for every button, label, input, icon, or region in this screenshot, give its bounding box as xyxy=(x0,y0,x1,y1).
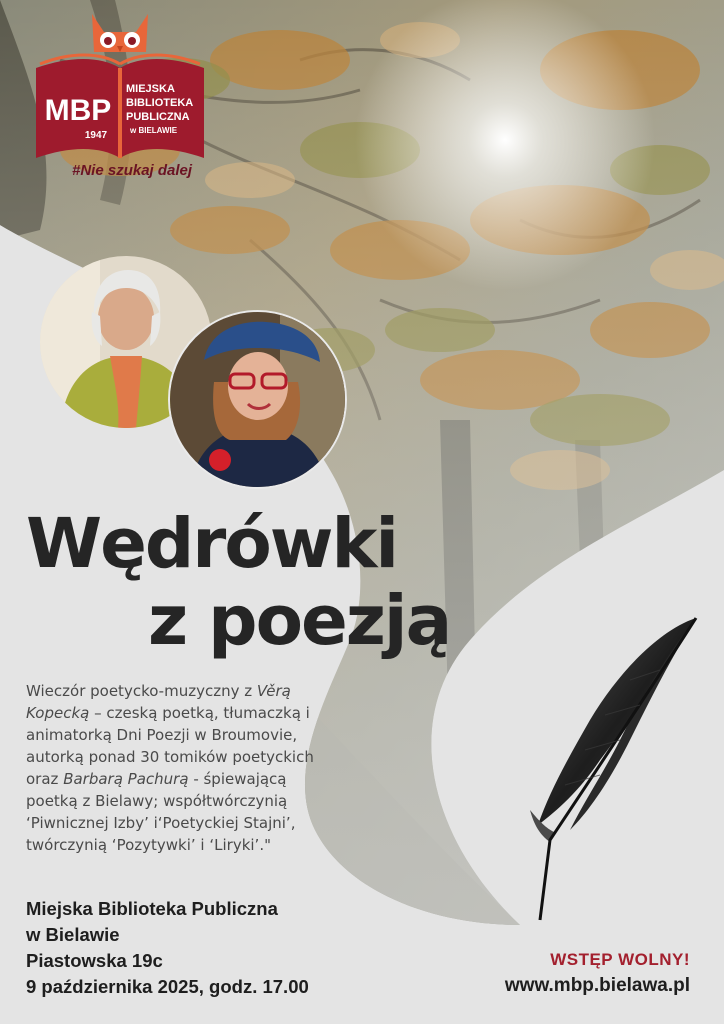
desc-text-3: - śpiewającą poetką z Bielawy; współtwórczynią ‘Piwnicznej Izby’ i‘Poetyckiej Stajni’, twórczynią ‘Pozytywki’ i ‘Liryki’." xyxy=(26,770,296,854)
feather-quill-icon xyxy=(510,610,710,930)
logo-line2: BIBLIOTEKA xyxy=(126,97,194,109)
venue-city: w Bielawie xyxy=(26,924,120,945)
free-entry-label: WSTĘP WOLNY! xyxy=(550,950,690,969)
logo-initials: MBP xyxy=(44,94,112,127)
website-link[interactable]: www.mbp.bielawa.pl xyxy=(504,975,690,996)
venue-name: Miejska Biblioteka Publiczna xyxy=(26,898,278,919)
event-datetime: 9 października 2025, godz. 17.00 xyxy=(26,976,309,997)
title-line-1: Wędrówki xyxy=(26,504,398,584)
desc-person-1: Věrą Kopecką xyxy=(26,682,291,722)
owl-icon xyxy=(92,14,148,52)
venue-info xyxy=(26,896,309,1000)
desc-text-2: – czeską poetką, tłumaczką i animatorką Dni Poezji w Broumovie, autorką ponad 30 tomików poetyckich oraz xyxy=(26,704,314,788)
portrait-barbara-pachura xyxy=(170,312,345,487)
event-title xyxy=(26,504,451,661)
desc-text-1: Wieczór poetycko-muzyczny z xyxy=(26,682,257,700)
venue-address: Piastowska 19c xyxy=(26,950,163,971)
logo-tagline: #Nie szukaj dalej xyxy=(72,162,193,179)
event-description xyxy=(26,680,322,856)
library-logo[interactable] xyxy=(30,8,210,188)
logo-year: 1947 xyxy=(84,130,108,141)
logo-line1: MIEJSKA xyxy=(126,83,175,95)
logo-line4: w BIELAWIE xyxy=(130,126,178,135)
title-line-2: z poezją xyxy=(148,581,451,661)
logo-line3: PUBLICZNA xyxy=(126,111,190,123)
desc-person-2: Barbarą Pachurą xyxy=(63,770,189,788)
